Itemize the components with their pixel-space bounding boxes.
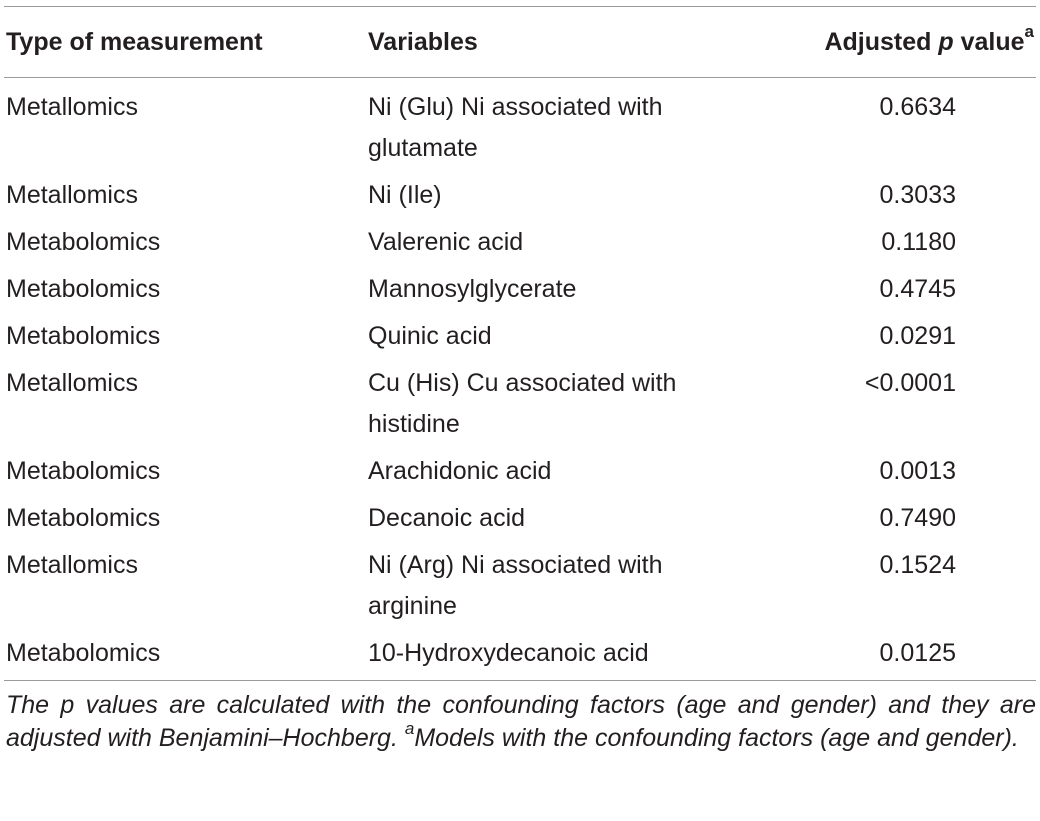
table-row	[4, 269, 1038, 316]
cell-type: Metallomics	[6, 181, 138, 209]
cell-type: Metabolomics	[6, 322, 161, 350]
cell-type: Metabolomics	[6, 275, 161, 303]
cell-variable-line1: Cu (His) Cu associated with	[368, 369, 677, 397]
table-row	[4, 545, 1038, 633]
cell-variable-line2: arginine	[368, 592, 457, 620]
table-row	[4, 633, 1038, 680]
cell-type: Metallomics	[6, 93, 138, 121]
table-row	[4, 222, 1038, 269]
cell-variable-line1: Ni (Glu) Ni associated with	[368, 93, 663, 121]
table-body	[4, 78, 1038, 680]
cell-type: Metabolomics	[6, 504, 161, 532]
cell-variable	[368, 451, 778, 492]
cell-p-value: 0.1524	[879, 551, 956, 579]
cell-variable	[368, 222, 778, 263]
footnote-text-2: Models with the confounding factors (age and gender).	[414, 724, 1019, 752]
cell-type: Metallomics	[6, 551, 138, 579]
table-row	[4, 316, 1038, 363]
header-p-prefix: Adjusted	[824, 27, 939, 56]
cell-p-value: 0.6634	[879, 93, 956, 121]
cell-p-value: 0.3033	[879, 181, 956, 209]
table-header	[4, 7, 1038, 77]
cell-p-value: 0.1180	[881, 228, 956, 256]
cell-p-value: 0.4745	[879, 275, 956, 303]
cell-p-value: <0.0001	[864, 369, 956, 397]
cell-p-value: 0.0291	[879, 322, 956, 350]
results-table	[4, 6, 1038, 755]
footnote-text-1: The p values are calculated with the confounding factors (age and gender) and they are adjusted with Benjamini–Hochberg.	[6, 691, 1036, 752]
cell-p-value: 0.7490	[879, 504, 956, 532]
header-p-italic: p	[938, 27, 954, 56]
header-variables: Variables	[368, 27, 478, 56]
table-row	[4, 451, 1038, 498]
cell-type: Metabolomics	[6, 457, 161, 485]
cell-variable-line1: Arachidonic acid	[368, 457, 552, 485]
table-row	[4, 175, 1038, 222]
table-row	[4, 363, 1038, 451]
cell-variable	[368, 363, 778, 445]
header-type: Type of measurement	[6, 27, 263, 56]
cell-variable-line1: Mannosylglycerate	[368, 275, 577, 303]
cell-variable-line1: Ni (Arg) Ni associated with	[368, 551, 663, 579]
table-row	[4, 87, 1038, 175]
cell-variable-line1: Ni (Ile)	[368, 181, 442, 209]
cell-variable-line1: Valerenic acid	[368, 228, 524, 256]
table-footnote	[4, 681, 1038, 755]
cell-variable	[368, 87, 778, 169]
cell-variable	[368, 545, 778, 627]
header-p-suffix: value	[953, 27, 1025, 56]
cell-variable-line2: histidine	[368, 410, 460, 438]
cell-p-value: 0.0013	[879, 457, 956, 485]
cell-variable-line1: Quinic acid	[368, 322, 492, 350]
cell-variable	[368, 269, 778, 310]
cell-variable	[368, 633, 778, 674]
cell-variable-line2: glutamate	[368, 134, 478, 162]
cell-variable-line1: 10-Hydroxydecanoic acid	[368, 639, 649, 667]
cell-type: Metabolomics	[6, 639, 161, 667]
header-p-sup: a	[1024, 22, 1034, 42]
cell-variable	[368, 175, 778, 216]
cell-p-value: 0.0125	[879, 639, 956, 667]
table-row	[4, 498, 1038, 545]
cell-variable	[368, 316, 778, 357]
cell-type: Metabolomics	[6, 228, 161, 256]
header-adjusted-p	[778, 22, 1036, 57]
cell-variable-line1: Decanoic acid	[368, 504, 526, 532]
footnote-sup: a	[404, 718, 415, 738]
cell-type: Metallomics	[6, 369, 138, 397]
cell-variable	[368, 498, 778, 539]
